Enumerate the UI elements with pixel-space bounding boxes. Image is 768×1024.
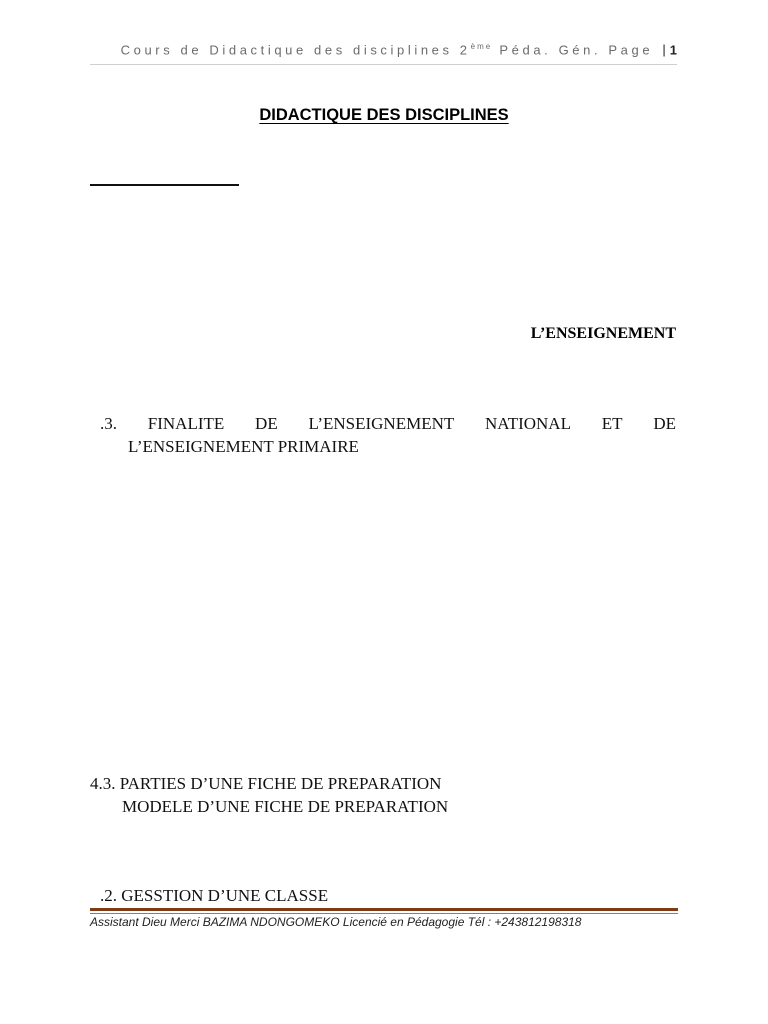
- section-3-heading-line1: [100, 414, 676, 434]
- section-4-3-subheading: MODELE D’UNE FICHE DE PREPARATION: [122, 797, 449, 816]
- page-header: [90, 38, 677, 65]
- page-footer: Assistant Dieu Merci BAZIMA NDONGOMEKO Licencié en Pédagogie Tél : +243812198318: [90, 915, 582, 929]
- footer-rule: [90, 908, 678, 911]
- section-3-word: ET: [601, 414, 623, 433]
- header-superscript: ème: [470, 42, 493, 51]
- section-3-word: FINALITE: [147, 414, 225, 433]
- header-separator: |: [662, 42, 666, 58]
- header-course-title: Cours de Didactique des disciplines 2: [120, 42, 471, 58]
- section-3-word: DE: [653, 414, 676, 433]
- section-heading-enseignement: L’ENSEIGNEMENT: [530, 325, 676, 342]
- section-2-heading: .2. GESSTION D’UNE CLASSE: [100, 886, 329, 905]
- section-3-word: NATIONAL: [485, 414, 571, 433]
- section-3-word: DE: [255, 414, 278, 433]
- title-underline-rule: [90, 184, 239, 186]
- section-3-number: .3.: [100, 414, 117, 433]
- footer-rule-thin: [90, 913, 678, 914]
- header-text: [121, 42, 677, 57]
- page-number: 1: [669, 42, 677, 58]
- document-title: DIDACTIQUE DES DISCIPLINES: [259, 106, 509, 124]
- header-course-subtitle: Péda. Gén. Page: [492, 42, 654, 58]
- section-3-word: L’ENSEIGNEMENT: [308, 414, 455, 433]
- section-3-heading-line2: L’ENSEIGNEMENT PRIMAIRE: [128, 437, 359, 456]
- section-4-3-heading: 4.3. PARTIES D’UNE FICHE DE PREPARATION: [90, 774, 442, 793]
